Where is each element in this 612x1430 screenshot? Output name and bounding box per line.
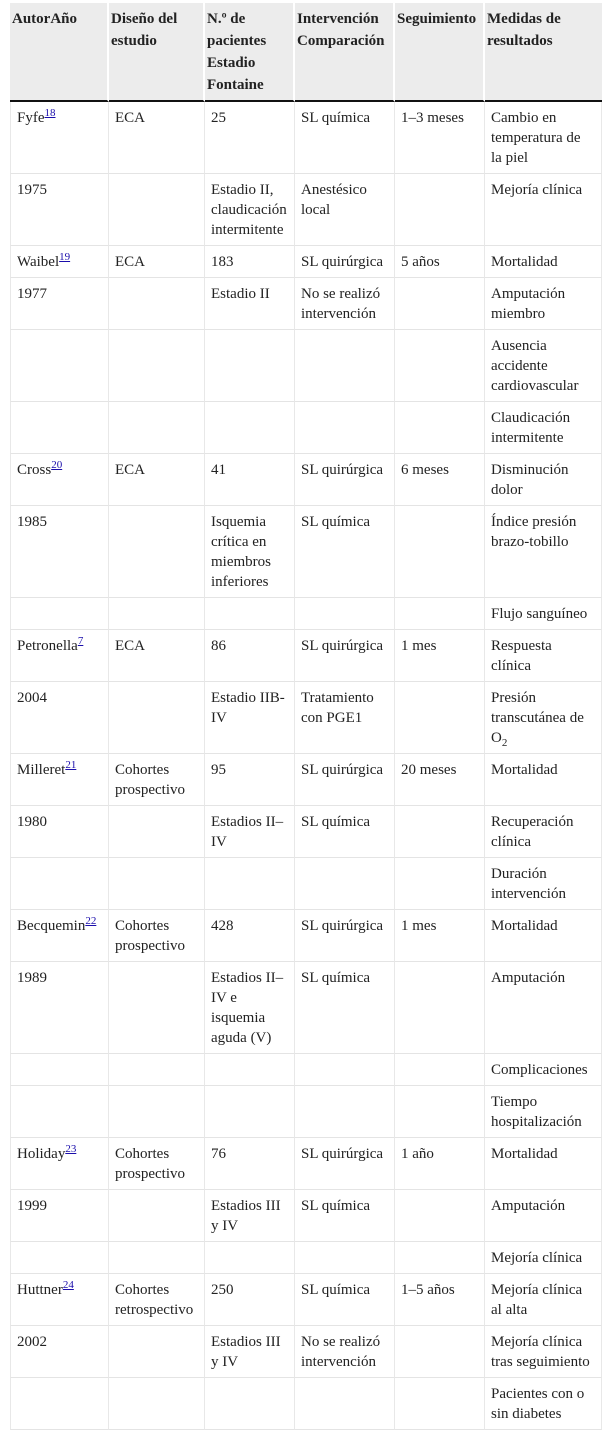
intervention-cell — [295, 858, 395, 910]
intervention-cell — [295, 1326, 395, 1378]
intervention-cell-text: SL quirúrgica — [301, 638, 384, 654]
patients-cell — [205, 1378, 295, 1430]
follow-up-cell — [395, 1086, 485, 1138]
follow-up-cell — [395, 754, 485, 806]
outcome-cell-text: Complicaciones — [491, 1062, 588, 1078]
follow-up-cell — [395, 1054, 485, 1086]
design-cell — [109, 910, 205, 962]
table-row — [10, 858, 602, 910]
patients-cell — [205, 1274, 295, 1326]
patients-cell-text: 25 — [211, 110, 226, 126]
author-cell — [10, 598, 109, 630]
outcome-cell — [485, 1086, 602, 1138]
header-patients-stage: N.º de pacientes Estadio Fontaine — [205, 3, 295, 102]
outcome-cell — [485, 682, 602, 754]
intervention-cell — [295, 910, 395, 962]
design-cell-text: Cohortes prospectivo — [115, 762, 185, 798]
table-row — [10, 102, 602, 174]
intervention-cell — [295, 506, 395, 598]
outcome-cell — [485, 1378, 602, 1430]
intervention-cell-text: SL química — [301, 110, 371, 126]
author-cell — [10, 506, 109, 598]
follow-up-cell — [395, 278, 485, 330]
design-cell — [109, 962, 205, 1054]
intervention-cell — [295, 174, 395, 246]
author-cell-text: 2004 — [17, 690, 47, 706]
table-row — [10, 754, 602, 806]
follow-up-cell-text: 1–5 años — [401, 1282, 455, 1298]
design-cell — [109, 806, 205, 858]
follow-up-cell — [395, 402, 485, 454]
outcome-cell — [485, 1326, 602, 1378]
patients-cell — [205, 598, 295, 630]
table-row — [10, 1138, 602, 1190]
design-cell — [109, 174, 205, 246]
follow-up-cell — [395, 1378, 485, 1430]
patients-cell-text: Estadio IIB-IV — [211, 690, 285, 726]
author-cell — [10, 910, 109, 962]
outcome-cell — [485, 174, 602, 246]
table-body — [10, 102, 602, 1430]
outcome-cell-text: Mejoría clínica — [491, 182, 583, 198]
patients-cell-text: 76 — [211, 1146, 226, 1162]
reference-link[interactable]: 20 — [51, 459, 63, 471]
author-cell-text: Holiday — [17, 1146, 66, 1162]
header-intervention: Intervención Comparación — [295, 3, 395, 102]
design-cell — [109, 1326, 205, 1378]
follow-up-cell — [395, 1242, 485, 1274]
intervention-cell — [295, 630, 395, 682]
intervention-cell — [295, 1242, 395, 1274]
design-cell — [109, 402, 205, 454]
patients-cell-text: Estadios II–IV e isquemia aguda (V) — [211, 970, 284, 1046]
intervention-cell — [295, 454, 395, 506]
outcome-cell — [485, 1054, 602, 1086]
reference-link[interactable]: 22 — [85, 915, 97, 927]
patients-cell — [205, 962, 295, 1054]
design-cell — [109, 598, 205, 630]
design-cell-text: Cohortes retrospectivo — [115, 1282, 194, 1318]
outcome-cell — [485, 1242, 602, 1274]
table-row — [10, 174, 602, 246]
table-row — [10, 1274, 602, 1326]
intervention-cell — [295, 682, 395, 754]
follow-up-cell-text: 6 meses — [401, 462, 449, 478]
outcome-cell-text: Respuesta clínica — [491, 638, 552, 674]
reference-link[interactable]: 23 — [65, 1143, 77, 1155]
table-row — [10, 246, 602, 278]
outcome-cell-text: Claudicación intermitente — [491, 410, 571, 446]
outcome-cell-text: Recuperación clínica — [491, 814, 574, 850]
author-cell — [10, 1326, 109, 1378]
author-cell-text: Petronella — [17, 638, 78, 654]
author-cell — [10, 278, 109, 330]
outcome-cell — [485, 454, 602, 506]
design-cell — [109, 330, 205, 402]
studies-table — [10, 3, 602, 1430]
table-row — [10, 682, 602, 754]
table-row — [10, 402, 602, 454]
design-cell — [109, 1190, 205, 1242]
intervention-cell — [295, 102, 395, 174]
table-row — [10, 1242, 602, 1274]
intervention-cell — [295, 1274, 395, 1326]
follow-up-cell-text: 1–3 meses — [401, 110, 464, 126]
intervention-cell-text: SL química — [301, 1282, 371, 1298]
header-row — [10, 3, 602, 102]
patients-cell-text: 183 — [211, 254, 234, 270]
follow-up-cell — [395, 858, 485, 910]
author-cell-text: 1975 — [17, 182, 47, 198]
follow-up-cell-text: 20 meses — [401, 762, 457, 778]
patients-cell — [205, 754, 295, 806]
outcome-cell — [485, 1190, 602, 1242]
patients-cell — [205, 278, 295, 330]
table-row — [10, 1086, 602, 1138]
outcome-cell-text: Disminución dolor — [491, 462, 569, 498]
outcome-cell-text: Ausencia accidente cardiovascular — [491, 338, 579, 394]
author-cell — [10, 682, 109, 754]
table-row — [10, 278, 602, 330]
reference-link[interactable]: 21 — [65, 759, 77, 771]
author-cell-text: 2002 — [17, 1334, 47, 1350]
follow-up-cell — [395, 806, 485, 858]
header-outcomes: Medidas de resultados — [485, 3, 602, 102]
author-cell — [10, 1054, 109, 1086]
reference-link[interactable]: 7 — [77, 635, 84, 647]
follow-up-cell — [395, 246, 485, 278]
intervention-cell — [295, 278, 395, 330]
author-cell — [10, 1242, 109, 1274]
reference-link[interactable]: 19 — [59, 251, 71, 263]
author-cell-text: Cross — [17, 462, 52, 478]
patients-cell-text: Estadios II–IV — [211, 814, 284, 850]
author-cell — [10, 102, 109, 174]
intervention-cell — [295, 1086, 395, 1138]
outcome-cell-text: Pacientes con o sin diabetes — [491, 1386, 585, 1422]
design-cell — [109, 454, 205, 506]
outcome-cell — [485, 402, 602, 454]
outcome-cell — [485, 1274, 602, 1326]
outcome-cell-text: Flujo sanguíneo — [491, 606, 588, 622]
intervention-cell — [295, 754, 395, 806]
design-cell — [109, 102, 205, 174]
intervention-cell — [295, 402, 395, 454]
follow-up-cell — [395, 102, 485, 174]
intervention-cell — [295, 1138, 395, 1190]
outcome-cell — [485, 754, 602, 806]
intervention-cell-text: SL quirúrgica — [301, 918, 384, 934]
design-cell-text: Cohortes prospectivo — [115, 918, 185, 954]
author-cell-text: Becquemin — [17, 918, 86, 934]
follow-up-cell — [395, 682, 485, 754]
author-cell-text: Milleret — [17, 762, 66, 778]
outcome-cell-text: Amputación miembro — [491, 286, 566, 322]
follow-up-cell — [395, 454, 485, 506]
design-cell — [109, 754, 205, 806]
outcome-cell-text: Presión transcutánea de O — [491, 690, 584, 746]
intervention-cell-text: SL quirúrgica — [301, 1146, 384, 1162]
follow-up-cell-text: 1 mes — [401, 918, 437, 934]
design-cell — [109, 1138, 205, 1190]
design-cell — [109, 1378, 205, 1430]
patients-cell-text: 95 — [211, 762, 226, 778]
design-cell — [109, 1274, 205, 1326]
follow-up-cell — [395, 1190, 485, 1242]
patients-cell — [205, 1054, 295, 1086]
table-row — [10, 454, 602, 506]
author-cell — [10, 630, 109, 682]
outcome-cell-text: Amputación — [491, 1198, 566, 1214]
author-cell-text: 1977 — [17, 286, 47, 302]
follow-up-cell — [395, 1274, 485, 1326]
author-cell — [10, 1274, 109, 1326]
intervention-cell — [295, 1190, 395, 1242]
outcome-cell — [485, 278, 602, 330]
outcome-cell-text: Mortalidad — [491, 762, 558, 778]
outcome-cell — [485, 1138, 602, 1190]
author-cell-text: Waibel — [17, 254, 60, 270]
design-cell-text: ECA — [115, 638, 145, 654]
header-follow-up: Seguimiento — [395, 3, 485, 102]
follow-up-cell — [395, 330, 485, 402]
table-row — [10, 330, 602, 402]
table-row — [10, 1190, 602, 1242]
design-cell — [109, 1242, 205, 1274]
outcome-cell — [485, 858, 602, 910]
intervention-cell-text: SL química — [301, 814, 371, 830]
intervention-cell-text: Anestésico local — [301, 182, 367, 218]
follow-up-cell — [395, 174, 485, 246]
follow-up-cell-text: 5 años — [401, 254, 440, 270]
intervention-cell — [295, 246, 395, 278]
header-author-year: AutorAño — [10, 3, 109, 102]
outcome-cell-text: Mejoría clínica — [491, 1250, 583, 1266]
design-cell — [109, 1054, 205, 1086]
outcome-cell — [485, 806, 602, 858]
table-row — [10, 630, 602, 682]
design-cell-text: ECA — [115, 462, 145, 478]
follow-up-cell — [395, 1326, 485, 1378]
intervention-cell — [295, 330, 395, 402]
table-row — [10, 1326, 602, 1378]
author-cell — [10, 174, 109, 246]
design-cell-text: Cohortes prospectivo — [115, 1146, 185, 1182]
intervention-cell — [295, 806, 395, 858]
author-cell — [10, 858, 109, 910]
intervention-cell — [295, 1054, 395, 1086]
patients-cell — [205, 1190, 295, 1242]
design-cell — [109, 630, 205, 682]
patients-cell — [205, 1086, 295, 1138]
table-header — [10, 3, 602, 102]
author-cell — [10, 754, 109, 806]
author-cell — [10, 806, 109, 858]
header-study-design: Diseño del estudio — [109, 3, 205, 102]
intervention-cell-text: SL quirúrgica — [301, 254, 384, 270]
intervention-cell-text: SL química — [301, 1198, 371, 1214]
patients-cell — [205, 806, 295, 858]
author-cell — [10, 1190, 109, 1242]
patients-cell — [205, 102, 295, 174]
intervention-cell-text: Tratamiento con PGE1 — [301, 690, 374, 726]
patients-cell-text: Estadios III y IV — [211, 1198, 281, 1234]
design-cell — [109, 278, 205, 330]
table-row — [10, 806, 602, 858]
patients-cell — [205, 910, 295, 962]
table-row — [10, 506, 602, 598]
outcome-cell — [485, 910, 602, 962]
author-cell — [10, 1086, 109, 1138]
patients-cell-text: 41 — [211, 462, 226, 478]
author-cell-text: 1980 — [17, 814, 47, 830]
intervention-cell-text: No se realizó intervención — [301, 1334, 381, 1370]
table-row — [10, 962, 602, 1054]
intervention-cell-text: SL quirúrgica — [301, 762, 384, 778]
patients-cell — [205, 858, 295, 910]
intervention-cell-text: SL química — [301, 514, 371, 530]
outcome-cell-text: Duración intervención — [491, 866, 566, 902]
outcome-cell — [485, 102, 602, 174]
patients-cell — [205, 402, 295, 454]
patients-cell — [205, 1326, 295, 1378]
patients-cell — [205, 630, 295, 682]
author-cell-text: 1999 — [17, 1198, 47, 1214]
patients-cell-text: Estadios III y IV — [211, 1334, 281, 1370]
patients-cell — [205, 682, 295, 754]
table-row — [10, 598, 602, 630]
design-cell-text: ECA — [115, 254, 145, 270]
design-cell — [109, 1086, 205, 1138]
intervention-cell-text: SL quirúrgica — [301, 462, 384, 478]
author-cell-text: Fyfe — [17, 110, 45, 126]
follow-up-cell-text: 1 mes — [401, 638, 437, 654]
table-row — [10, 1378, 602, 1430]
outcome-cell — [485, 630, 602, 682]
reference-link[interactable]: 18 — [44, 107, 56, 119]
patients-cell-text: 250 — [211, 1282, 234, 1298]
design-cell — [109, 506, 205, 598]
outcome-cell — [485, 598, 602, 630]
patients-cell-text: Estadio II, claudicación intermitente — [211, 182, 287, 238]
outcome-cell — [485, 962, 602, 1054]
author-cell — [10, 246, 109, 278]
outcome-cell-text: Cambio en temperatura de la piel — [491, 110, 581, 166]
design-cell — [109, 682, 205, 754]
table-row — [10, 1054, 602, 1086]
intervention-cell — [295, 598, 395, 630]
patients-cell-text: 428 — [211, 918, 234, 934]
patients-cell — [205, 454, 295, 506]
patients-cell — [205, 174, 295, 246]
outcome-cell-text: Mejoría clínica tras seguimiento — [491, 1334, 590, 1370]
outcome-cell-text: Índice presión brazo-tobillo — [491, 514, 577, 550]
outcome-cell-text: Mejoría clínica al alta — [491, 1282, 583, 1318]
outcome-cell-text: Mortalidad — [491, 918, 558, 934]
design-cell-text: ECA — [115, 110, 145, 126]
follow-up-cell — [395, 598, 485, 630]
patients-cell — [205, 1138, 295, 1190]
design-cell — [109, 858, 205, 910]
patients-cell-text: 86 — [211, 638, 226, 654]
author-cell — [10, 402, 109, 454]
author-cell-text: Huttner — [17, 1282, 63, 1298]
patients-cell-text: Isquemia crítica en miembros inferiores — [211, 514, 271, 590]
outcome-cell-text: Tiempo hospitalización — [491, 1094, 582, 1130]
follow-up-cell — [395, 962, 485, 1054]
author-cell — [10, 1378, 109, 1430]
patients-cell — [205, 330, 295, 402]
outcome-cell — [485, 246, 602, 278]
intervention-cell — [295, 1378, 395, 1430]
outcome-cell-text: Mortalidad — [491, 1146, 558, 1162]
table-row — [10, 910, 602, 962]
author-cell — [10, 962, 109, 1054]
author-cell — [10, 454, 109, 506]
intervention-cell-text: SL química — [301, 970, 371, 986]
outcome-cell — [485, 506, 602, 598]
outcome-cell-text: Mortalidad — [491, 254, 558, 270]
follow-up-cell — [395, 506, 485, 598]
follow-up-cell — [395, 910, 485, 962]
author-cell-text: 1989 — [17, 970, 47, 986]
author-cell — [10, 1138, 109, 1190]
patients-cell — [205, 506, 295, 598]
intervention-cell-text: No se realizó intervención — [301, 286, 381, 322]
author-cell — [10, 330, 109, 402]
intervention-cell — [295, 962, 395, 1054]
follow-up-cell — [395, 630, 485, 682]
outcome-cell — [485, 330, 602, 402]
reference-link[interactable]: 24 — [62, 1279, 74, 1291]
subscript: 2 — [501, 737, 508, 749]
design-cell — [109, 246, 205, 278]
author-cell-text: 1985 — [17, 514, 47, 530]
follow-up-cell-text: 1 año — [401, 1146, 434, 1162]
outcome-cell-text: Amputación — [491, 970, 566, 986]
follow-up-cell — [395, 1138, 485, 1190]
patients-cell — [205, 246, 295, 278]
patients-cell-text: Estadio II — [211, 286, 270, 302]
patients-cell — [205, 1242, 295, 1274]
